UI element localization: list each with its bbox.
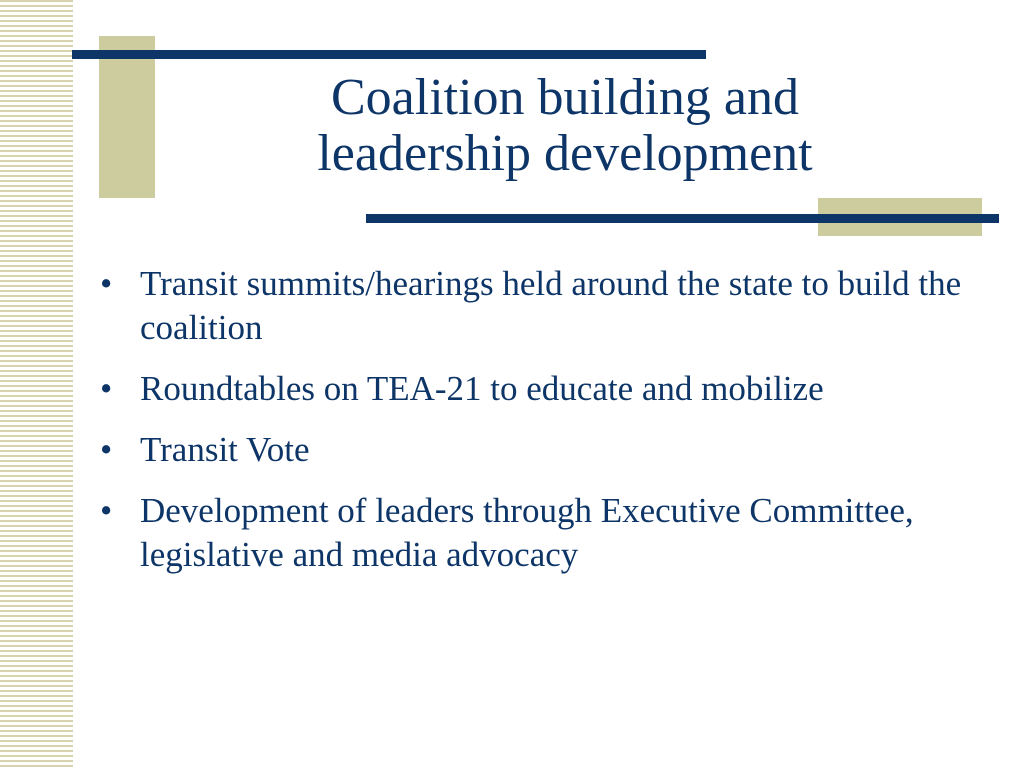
bullet-text: Transit summits/hearings held around the state to build the coalition <box>140 264 962 347</box>
bullet-text: Roundtables on TEA-21 to educate and mobilize <box>140 369 824 408</box>
bullet-item <box>100 367 980 411</box>
slide-title <box>160 70 970 182</box>
bullet-list <box>100 262 980 594</box>
left-stripe-decoration <box>0 0 73 768</box>
slide-title-line-2: leadership development <box>317 125 813 182</box>
accent-block-top <box>99 36 155 198</box>
slide-title-line-1: Coalition building and <box>331 69 799 126</box>
bullet-icon: • <box>100 264 113 303</box>
bullet-icon: • <box>100 430 113 469</box>
title-rule-bottom <box>366 214 999 223</box>
bullet-icon: • <box>100 369 113 408</box>
title-rule-top <box>72 50 706 59</box>
bullet-text: Development of leaders through Executive Committee, legislative and media advocacy <box>140 491 914 574</box>
bullet-icon: • <box>100 491 113 530</box>
bullet-item <box>100 489 980 577</box>
bullet-item <box>100 428 980 472</box>
bullet-item <box>100 262 980 350</box>
bullet-text: Transit Vote <box>140 430 310 469</box>
